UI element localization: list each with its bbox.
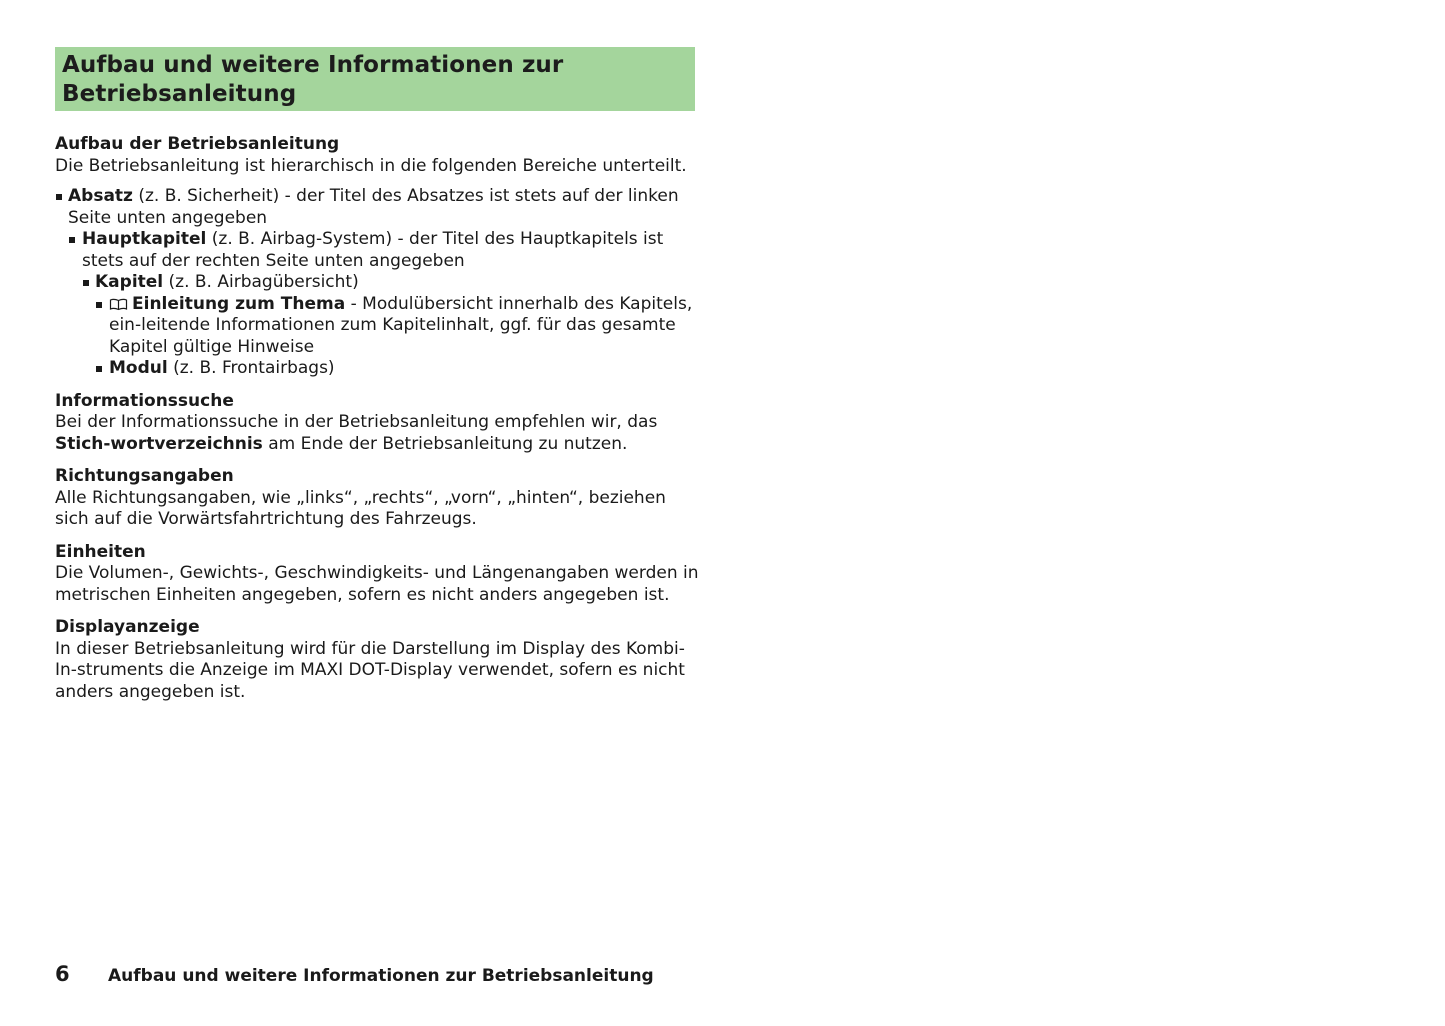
item-bold: Kapitel — [95, 272, 164, 292]
keyword-stichwortverzeichnis: Stich-wortverzeichnis — [55, 433, 263, 454]
bullet-icon — [96, 302, 102, 308]
section-text: Die Betriebsanleitung ist hierarchisch in die folgenden Bereiche unterteilt. — [55, 155, 687, 176]
page-title — [62, 51, 695, 109]
list-item-hauptkapitel — [55, 229, 705, 272]
section-heading: Informationssuche — [55, 390, 234, 411]
section-heading: Displayanzeige — [55, 617, 200, 637]
bullet-icon — [96, 366, 102, 372]
section-displayanzeige — [55, 617, 705, 703]
section-text: In dieser Betriebsanleitung wird für die Darstellung im Display des Kombi-In-struments die Anzeige im MAXI DOT-Display verwendet, sofern es nicht anders angegeben ist. — [55, 638, 685, 702]
list-item-modul — [55, 358, 705, 380]
item-text: - Modulübersicht innerhalb des Kapitels, ein-leitende Informationen zum Kapitelinhalt, ggf. für das gesamte Kapitel gültige Hinweise — [109, 293, 693, 357]
section-einheiten — [55, 542, 705, 607]
main-content — [55, 134, 705, 714]
section-heading: Richtungsangaben — [55, 466, 234, 486]
section-heading: Aufbau der Betriebsanleitung — [55, 134, 340, 154]
book-icon — [109, 298, 128, 311]
text-part: Bei der Informationssuche in der Betriebsanleitung empfehlen wir, das — [55, 412, 658, 432]
title-banner — [55, 47, 695, 111]
list-item-einleitung — [55, 294, 705, 359]
bullet-icon — [69, 237, 75, 243]
item-bold: Hauptkapitel — [82, 229, 207, 249]
page-title-line2: Betriebsanleitung — [62, 81, 297, 107]
list-item-kapitel — [55, 272, 705, 294]
section-text: Alle Richtungsangaben, wie „links“, „rechts“, „vorn“, „hinten“, beziehen sich auf die Vorwärtsfahrtrichtung des Fahrzeugs. — [55, 487, 666, 529]
item-text: (z. B. Airbagübersicht) — [163, 272, 359, 292]
section-informationssuche — [55, 391, 705, 456]
page-title-line1: Aufbau und weitere Informationen zur — [62, 52, 564, 78]
bullet-icon — [56, 194, 62, 200]
bullet-icon — [83, 280, 89, 286]
item-bold: Modul — [109, 358, 168, 378]
list-item-absatz — [55, 186, 705, 229]
section-text — [55, 412, 705, 455]
section-heading: Einheiten — [55, 541, 146, 562]
section-richtungsangaben — [55, 466, 705, 531]
item-bold: Absatz — [68, 186, 133, 206]
item-text: (z. B. Frontairbags) — [167, 358, 335, 378]
hierarchy-list — [55, 186, 705, 380]
item-text: (z. B. Airbag-System) - der Titel des Hauptkapitels ist stets auf der rechten Seite unten angegeben — [82, 229, 664, 271]
item-text: (z. B. Sicherheit) - der Titel des Absatzes ist stets auf der linken Seite unten angegeben — [68, 186, 679, 228]
item-bold: Einleitung zum Thema — [132, 293, 346, 314]
page-number: 6 — [55, 962, 70, 986]
footer-title: Aufbau und weitere Informationen zur Betriebsanleitung — [108, 966, 654, 986]
section-text: Die Volumen-, Gewichts-, Geschwindigkeits- und Längenangaben werden in metrischen Einheiten angegeben, sofern es nicht anders angegeben ist. — [55, 563, 699, 605]
text-part: am Ende der Betriebsanleitung zu nutzen. — [262, 433, 628, 454]
section-aufbau — [55, 134, 705, 380]
